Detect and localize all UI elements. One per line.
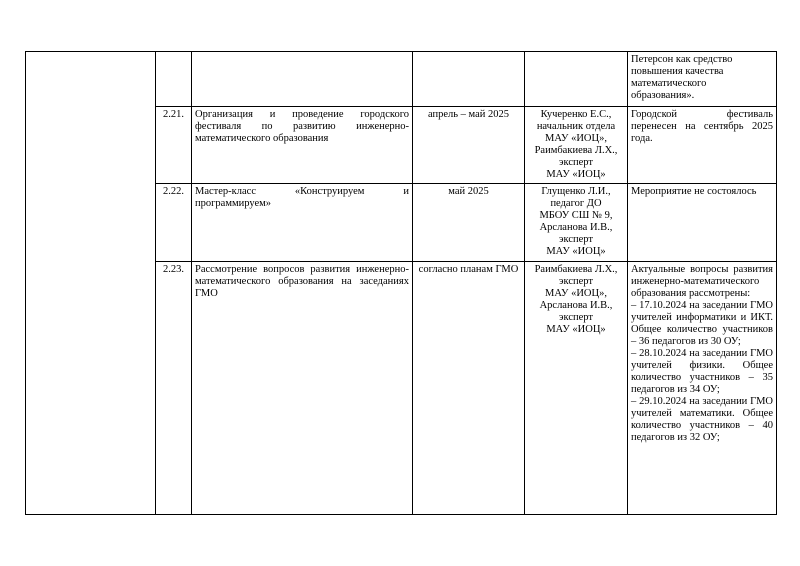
- responsible-persons: [525, 184, 628, 262]
- responsible-line: Раимбакиева Л.Х.,: [534, 145, 618, 156]
- event-description: Рассмотрение вопросов развития инженерно-математического образования на заседаниях ГМО: [192, 262, 413, 515]
- table-row: [26, 52, 777, 107]
- responsible-line: эксперт: [559, 276, 593, 287]
- responsible-line: МАУ «ИОЦ»: [546, 169, 606, 180]
- responsible-line: МАУ «ИОЦ»: [546, 324, 606, 335]
- event-date: май 2025: [413, 184, 525, 262]
- responsible-line: МБОУ СШ № 9,: [539, 210, 613, 221]
- event-description: Мастер-класс «Конструируем и программируем»: [192, 184, 413, 262]
- result-line: Петерсон как средство: [631, 54, 733, 65]
- result-line: Мероприятие не состоялось: [631, 186, 757, 197]
- result-line: – 29.10.2024 на заседании ГМО учителей математики. Общее количество участников – 40 педагогов из 32 ОУ;: [631, 396, 773, 443]
- event-date: [413, 52, 525, 107]
- result-line: Актуальные вопросы развития инженерно-математического образования рассмотрены:: [631, 264, 773, 299]
- item-number: 2.21.: [156, 107, 192, 184]
- item-number: [156, 52, 192, 107]
- event-description: [192, 52, 413, 107]
- responsible-line: Кучеренко Е.С.,: [540, 109, 612, 120]
- event-description: Организация и проведение городского фестиваля по развитию инженерно-математического образования: [192, 107, 413, 184]
- result-cell: [628, 262, 777, 515]
- result-line: – 17.10.2024 на заседании ГМО учителей информатики и ИКТ. Общее количество участников – 36 педагогов из 30 ОУ;: [631, 300, 773, 347]
- responsible-line: МАУ «ИОЦ»: [546, 246, 606, 257]
- plan-table: [25, 51, 777, 515]
- event-date: апрель – май 2025: [413, 107, 525, 184]
- item-number: 2.22.: [156, 184, 192, 262]
- result-line: математического: [631, 78, 707, 89]
- event-date: согласно планам ГМО: [413, 262, 525, 515]
- responsible-line: педагог ДО: [550, 198, 602, 209]
- responsible-line: эксперт: [559, 234, 593, 245]
- responsible-persons: [525, 262, 628, 515]
- responsible-line: Глущенко Л.И.,: [541, 186, 611, 197]
- blank-section-cell: [26, 52, 156, 515]
- result-line: Городской фестиваль перенесен на сентябрь 2025 года.: [631, 109, 773, 144]
- responsible-line: МАУ «ИОЦ»,: [545, 288, 607, 299]
- responsible-line: Арсланова И.В.,: [539, 222, 613, 233]
- responsible-persons: [525, 52, 628, 107]
- responsible-line: эксперт: [559, 312, 593, 323]
- result-cell: [628, 184, 777, 262]
- result-line: образования».: [631, 90, 695, 101]
- responsible-persons: [525, 107, 628, 184]
- result-line: – 28.10.2024 на заседании ГМО учителей физики. Общее количество участников – 35 педагогов из 34 ОУ;: [631, 348, 773, 395]
- result-cell: [628, 107, 777, 184]
- responsible-line: МАУ «ИОЦ»,: [545, 133, 607, 144]
- result-line: повышения качества: [631, 66, 724, 77]
- result-cell: [628, 52, 777, 107]
- responsible-line: Раимбакиева Л.Х.,: [534, 264, 618, 275]
- responsible-line: начальник отдела: [536, 121, 616, 132]
- responsible-line: эксперт: [559, 157, 593, 168]
- responsible-line: Арсланова И.В.,: [539, 300, 613, 311]
- item-number: 2.23.: [156, 262, 192, 515]
